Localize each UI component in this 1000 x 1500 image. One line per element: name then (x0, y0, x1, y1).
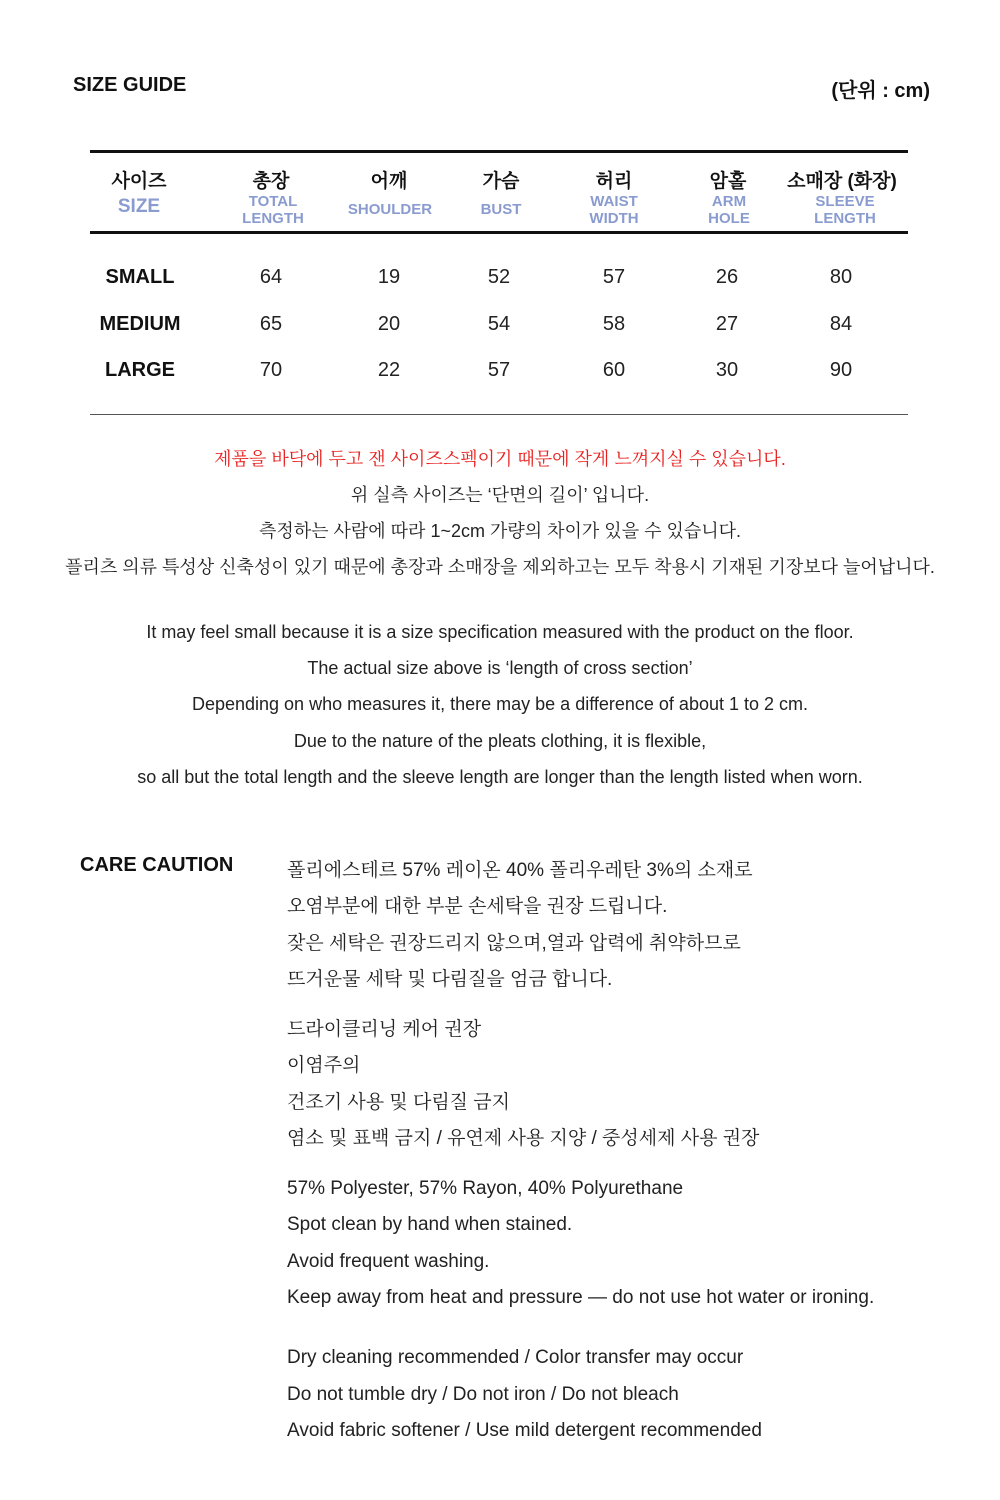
row-label: SMALL (105, 266, 175, 288)
table-cell: 84 (829, 313, 853, 335)
table-header-rule (90, 231, 908, 234)
care-line-en: Avoid fabric softener / Use mild detergent recommended (287, 1420, 762, 1441)
table-bottom-rule (90, 414, 908, 415)
header-waist-ko: 허리 (595, 171, 633, 192)
header-shoulder-en: SHOULDER (347, 201, 433, 218)
note-line-en: It may feel small because it is a size specification measured with the product on the floor. (146, 622, 854, 642)
header-total-length-ko: 총장 (252, 171, 290, 192)
header-waist-en: WAIST WIDTH (589, 193, 639, 227)
page-title: SIZE GUIDE (73, 74, 187, 96)
care-line-en: Do not tumble dry / Do not iron / Do not bleach (287, 1384, 679, 1405)
table-cell: 52 (487, 266, 511, 288)
table-cell: 64 (259, 266, 283, 288)
table-cell: 80 (829, 266, 853, 288)
table-cell: 22 (377, 359, 401, 381)
row-label: LARGE (105, 359, 175, 381)
care-line: 오염부분에 대한 부분 손세탁을 권장 드립니다. (287, 896, 668, 917)
note-line-en: so all but the total length and the sleeve length are longer than the length listed when worn. (137, 767, 863, 787)
note-line: 측정하는 사람에 따라 1~2cm 가량의 차이가 있을 수 있습니다. (258, 521, 742, 541)
header-sleeve-en: SLEEVE LENGTH (814, 193, 876, 227)
care-caution-label: CARE CAUTION (80, 854, 234, 876)
note-line: 위 실측 사이즈는 ‘단면의 길이’ 입니다. (350, 485, 650, 505)
header-size-ko: 사이즈 (111, 171, 167, 192)
header-armhole-en: ARM HOLE (708, 193, 750, 227)
care-line: 이염주의 (287, 1055, 361, 1076)
care-line-en: Avoid frequent washing. (287, 1251, 490, 1272)
table-cell: 27 (715, 313, 739, 335)
care-line-en: Dry cleaning recommended / Color transfer may occur (287, 1347, 744, 1368)
table-top-rule (90, 150, 908, 153)
care-line: 뜨거운물 세탁 및 다림질을 엄금 합니다. (287, 969, 613, 990)
unit-label: (단위 : cm) (831, 80, 930, 102)
table-cell: 26 (715, 266, 739, 288)
table-cell: 58 (602, 313, 626, 335)
care-line-en: 57% Polyester, 57% Rayon, 40% Polyurethane (287, 1178, 684, 1199)
care-line: 드라이클리닝 케어 권장 (287, 1019, 482, 1040)
care-line-en: Keep away from heat and pressure — do not use hot water or ironing. (287, 1287, 875, 1308)
care-line: 염소 및 표백 금지 / 유연제 사용 지양 / 중성세제 사용 권장 (287, 1128, 760, 1149)
header-size-en: SIZE (117, 196, 161, 217)
table-cell: 65 (259, 313, 283, 335)
note-line-en: Due to the nature of the pleats clothing, it is flexible, (293, 731, 707, 751)
header-sleeve-ko: 소매장 (화장) (787, 171, 897, 192)
row-label: MEDIUM (99, 313, 181, 335)
header-armhole-ko: 암홀 (709, 171, 747, 192)
care-line: 건조기 사용 및 다림질 금지 (287, 1092, 511, 1113)
table-cell: 70 (259, 359, 283, 381)
table-cell: 90 (829, 359, 853, 381)
header-total-length-en: TOTAL LENGTH (242, 193, 304, 227)
table-cell: 60 (602, 359, 626, 381)
header-bust-ko: 가슴 (482, 171, 520, 192)
care-line: 잦은 세탁은 권장드리지 않으며,열과 압력에 취약하므로 (287, 933, 741, 954)
table-cell: 30 (715, 359, 739, 381)
note-line: 플리츠 의류 특성상 신축성이 있기 때문에 총장과 소매장을 제외하고는 모두 착용시 기재된 기장보다 늘어납니다. (65, 557, 935, 577)
table-cell: 20 (377, 313, 401, 335)
table-cell: 19 (377, 266, 401, 288)
table-cell: 57 (487, 359, 511, 381)
header-shoulder-ko: 어깨 (370, 171, 408, 192)
care-line-en: Spot clean by hand when stained. (287, 1214, 573, 1235)
header-bust-en: BUST (480, 201, 522, 218)
care-line: 폴리에스테르 57% 레이온 40% 폴리우레탄 3%의 소재로 (287, 860, 753, 881)
table-cell: 54 (487, 313, 511, 335)
table-cell: 57 (602, 266, 626, 288)
note-line-en: Depending on who measures it, there may be a difference of about 1 to 2 cm. (191, 694, 809, 714)
note-highlight: 제품을 바닥에 두고 잰 사이즈스펙이기 때문에 작게 느껴지실 수 있습니다. (214, 449, 786, 469)
note-line-en: The actual size above is ‘length of cross section’ (307, 658, 693, 678)
